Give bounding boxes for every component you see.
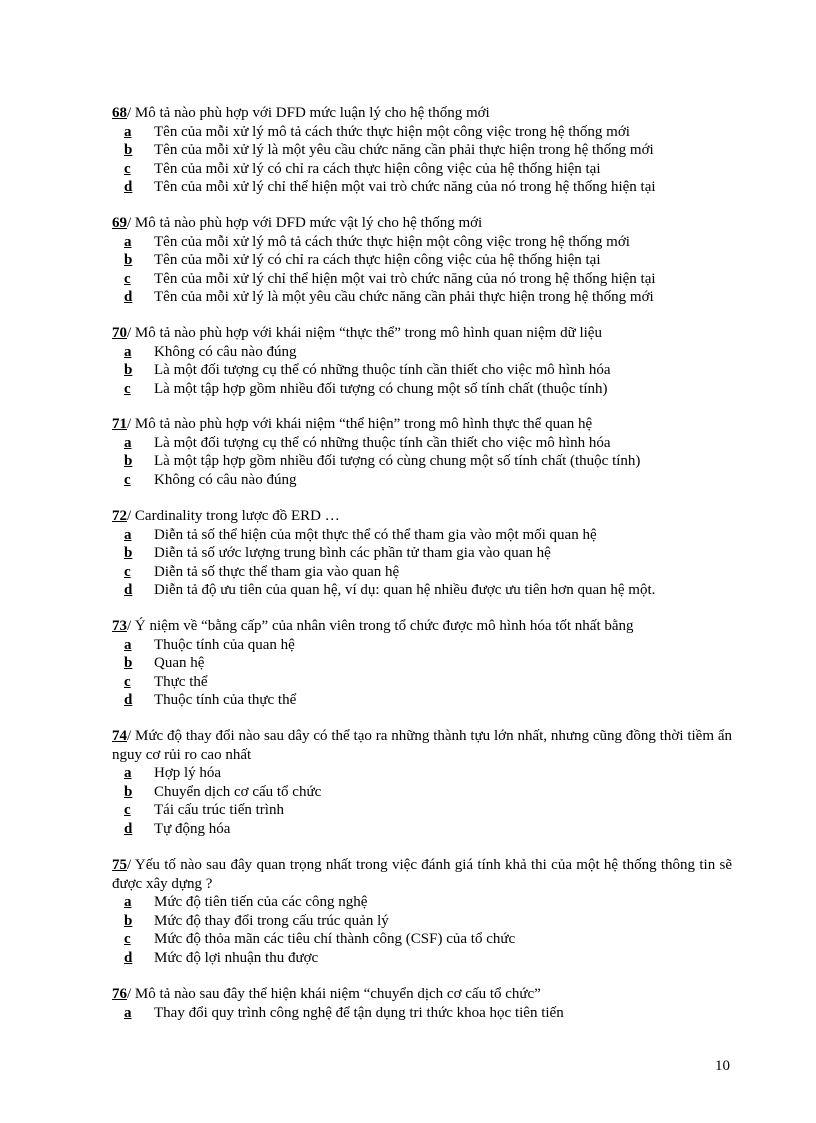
option-a xyxy=(112,764,732,783)
question-74 xyxy=(112,727,732,838)
option-text: Tên của mỗi xử lý có chỉ ra cách thực hiện công việc của hệ thống hiện tại xyxy=(154,252,601,268)
option-text: Tên của mỗi xử lý mô tả cách thức thực hiện một công việc trong hệ thống mới xyxy=(154,123,630,140)
option-b xyxy=(112,654,732,673)
option-text: Diễn tả số thể hiện của một thực thể có thể tham gia vào một mối quan hệ xyxy=(154,526,597,543)
question-73 xyxy=(112,617,732,710)
option-c xyxy=(112,380,732,399)
option-letter: b xyxy=(124,252,133,268)
option-text: Thuộc tính của quan hệ xyxy=(154,636,295,653)
option-a xyxy=(112,1004,732,1023)
option-letter: b xyxy=(124,362,133,378)
option-d xyxy=(112,581,732,600)
question-number: 74 xyxy=(112,728,127,744)
option-a xyxy=(112,123,732,142)
option-letter: b xyxy=(124,142,133,158)
option-c xyxy=(112,471,732,490)
question-number: 71 xyxy=(112,416,127,432)
option-text: Mức độ lợi nhuận thu được xyxy=(154,949,319,966)
option-text: Tên của mỗi xử lý là một yêu cầu chức năng cần phải thực hiện trong hệ thống mới xyxy=(154,289,654,305)
option-text: Tên của mỗi xử lý mô tả cách thức thực hiện một công việc trong hệ thống mới xyxy=(154,233,630,250)
option-text: Không có câu nào đúng xyxy=(154,343,297,360)
question-72 xyxy=(112,507,732,600)
question-number: 73 xyxy=(112,618,127,634)
option-text: Tái cấu trúc tiến trình xyxy=(154,802,284,818)
option-text: Mức độ tiên tiến của các công nghệ xyxy=(154,894,368,910)
question-number: 75 xyxy=(112,857,127,873)
option-text: Diễn tả số thực thể tham gia vào quan hệ xyxy=(154,563,400,580)
option-text: Mức độ thỏa mãn các tiêu chí thành công (CSF) của tổ chức xyxy=(154,931,516,947)
option-letter: a xyxy=(124,1004,132,1021)
option-letter: c xyxy=(124,270,131,287)
option-text: Là một đối tượng cụ thể có những thuộc tính cần thiết cho việc mô hình hóa xyxy=(154,434,611,451)
option-text: Diễn tả số ước lượng trung bình các phần tử tham gia vào quan hệ xyxy=(154,545,551,561)
question-text: / Mô tả nào phù hợp với DFD mức vật lý cho hệ thống mới xyxy=(127,215,483,231)
option-text: Chuyển dịch cơ cấu tổ chức xyxy=(154,783,322,800)
option-b xyxy=(112,361,732,380)
option-letter: c xyxy=(124,931,131,947)
option-letter: b xyxy=(124,912,133,929)
option-text: Tên của mỗi xử lý chỉ thể hiện một vai trò chức năng của nó trong hệ thống hiện tại xyxy=(154,179,656,195)
question-number: 68 xyxy=(112,105,127,121)
option-text: Tự động hóa xyxy=(154,820,231,837)
question-text: / Yếu tố nào sau đây quan trọng nhất trong việc đánh giá tính khả thi của một hệ thống thông tin sẽ được xây dựng ? xyxy=(112,857,732,892)
option-letter: d xyxy=(124,582,133,598)
option-letter: d xyxy=(124,820,133,837)
option-d xyxy=(112,820,732,839)
option-letter: d xyxy=(124,949,133,966)
option-a xyxy=(112,636,732,655)
option-letter: a xyxy=(124,526,132,543)
option-letter: a xyxy=(124,123,132,140)
option-text: Không có câu nào đúng xyxy=(154,471,297,488)
option-text: Diễn tả độ ưu tiên của quan hệ, ví dụ: quan hệ nhiều được ưu tiên hơn quan hệ một. xyxy=(154,582,656,598)
option-letter: a xyxy=(124,233,132,250)
option-d xyxy=(112,949,732,968)
option-b xyxy=(112,452,732,471)
option-b xyxy=(112,783,732,802)
option-b xyxy=(112,251,732,270)
question-text: / Cardinality trong lược đồ ERD … xyxy=(127,508,340,524)
option-letter: b xyxy=(124,453,133,469)
question-number: 69 xyxy=(112,215,127,231)
option-b xyxy=(112,141,732,160)
option-c xyxy=(112,160,732,179)
option-letter: b xyxy=(124,655,133,671)
option-text: Hợp lý hóa xyxy=(154,765,222,781)
option-text: Thay đổi quy trình công nghệ để tận dụng tri thức khoa học tiên tiến xyxy=(154,1004,564,1021)
option-a xyxy=(112,526,732,545)
option-a xyxy=(112,893,732,912)
option-text: Mức độ thay đổi trong cấu trúc quản lý xyxy=(154,912,389,929)
option-letter: a xyxy=(124,434,132,451)
option-b xyxy=(112,544,732,563)
option-a xyxy=(112,343,732,362)
option-c xyxy=(112,270,732,289)
option-d xyxy=(112,178,732,197)
question-text: / Mô tả nào sau đây thể hiện khái niệm “chuyển dịch cơ cấu tổ chức” xyxy=(127,986,541,1002)
option-letter: c xyxy=(124,380,131,397)
question-text: / Mô tả nào phù hợp với DFD mức luận lý cho hệ thống mới xyxy=(127,105,490,121)
option-text: Là một tập hợp gồm nhiều đối tượng có chung một số tính chất (thuộc tính) xyxy=(154,380,608,397)
option-d xyxy=(112,288,732,307)
option-letter: a xyxy=(124,894,132,910)
option-letter: c xyxy=(124,160,131,177)
option-text: Thực thể xyxy=(154,673,208,690)
page-number: 10 xyxy=(715,1058,730,1074)
option-letter: d xyxy=(124,692,133,708)
option-letter: c xyxy=(124,563,131,580)
question-75 xyxy=(112,856,732,967)
question-71 xyxy=(112,415,732,489)
question-number: 70 xyxy=(112,325,127,341)
option-a xyxy=(112,434,732,453)
option-letter: a xyxy=(124,765,132,781)
option-letter: d xyxy=(124,289,133,305)
option-text: Là một tập hợp gồm nhiều đối tượng có cùng chung một số tính chất (thuộc tính) xyxy=(154,453,641,469)
option-text: Thuộc tính của thực thể xyxy=(154,692,297,708)
question-70 xyxy=(112,324,732,398)
option-letter: b xyxy=(124,783,133,800)
option-text: Là một đối tượng cụ thể có những thuộc tính cần thiết cho việc mô hình hóa xyxy=(154,362,611,378)
option-c xyxy=(112,673,732,692)
option-b xyxy=(112,912,732,931)
question-text: / Ý niệm về “bằng cấp” của nhân viên trong tổ chức được mô hình hóa tốt nhất bằng xyxy=(127,618,634,634)
option-letter: a xyxy=(124,636,132,653)
option-letter: c xyxy=(124,471,131,488)
question-69 xyxy=(112,214,732,307)
question-text: / Mức độ thay đổi nào sau dây có thể tạo ra những thành tựu lớn nhất, nhưng cũng đồng thời tiềm ẩn nguy cơ rủi ro cao nhất xyxy=(112,728,732,763)
question-text: / Mô tả nào phù hợp với khái niệm “thực thể” trong mô hình quan niệm dữ liệu xyxy=(127,325,602,341)
option-c xyxy=(112,563,732,582)
option-letter: c xyxy=(124,802,131,818)
option-text: Tên của mỗi xử lý là một yêu cầu chức năng cần phải thực hiện trong hệ thống mới xyxy=(154,142,654,158)
option-a xyxy=(112,233,732,252)
option-text: Tên của mỗi xử lý chỉ thể hiện một vai trò chức năng của nó trong hệ thống hiện tại xyxy=(154,270,656,287)
question-76 xyxy=(112,985,732,1022)
option-text: Tên của mỗi xử lý có chỉ ra cách thực hiện công việc của hệ thống hiện tại xyxy=(154,160,601,177)
option-letter: c xyxy=(124,673,131,690)
option-letter: a xyxy=(124,343,132,360)
option-text: Quan hệ xyxy=(154,655,205,671)
option-c xyxy=(112,930,732,949)
question-68 xyxy=(112,104,732,197)
option-c xyxy=(112,801,732,820)
question-text: / Mô tả nào phù hợp với khái niệm “thể hiện” trong mô hình thực thể quan hệ xyxy=(127,416,593,432)
option-letter: b xyxy=(124,545,133,561)
option-letter: d xyxy=(124,179,133,195)
option-d xyxy=(112,691,732,710)
question-number: 72 xyxy=(112,508,127,524)
question-number: 76 xyxy=(112,986,127,1002)
